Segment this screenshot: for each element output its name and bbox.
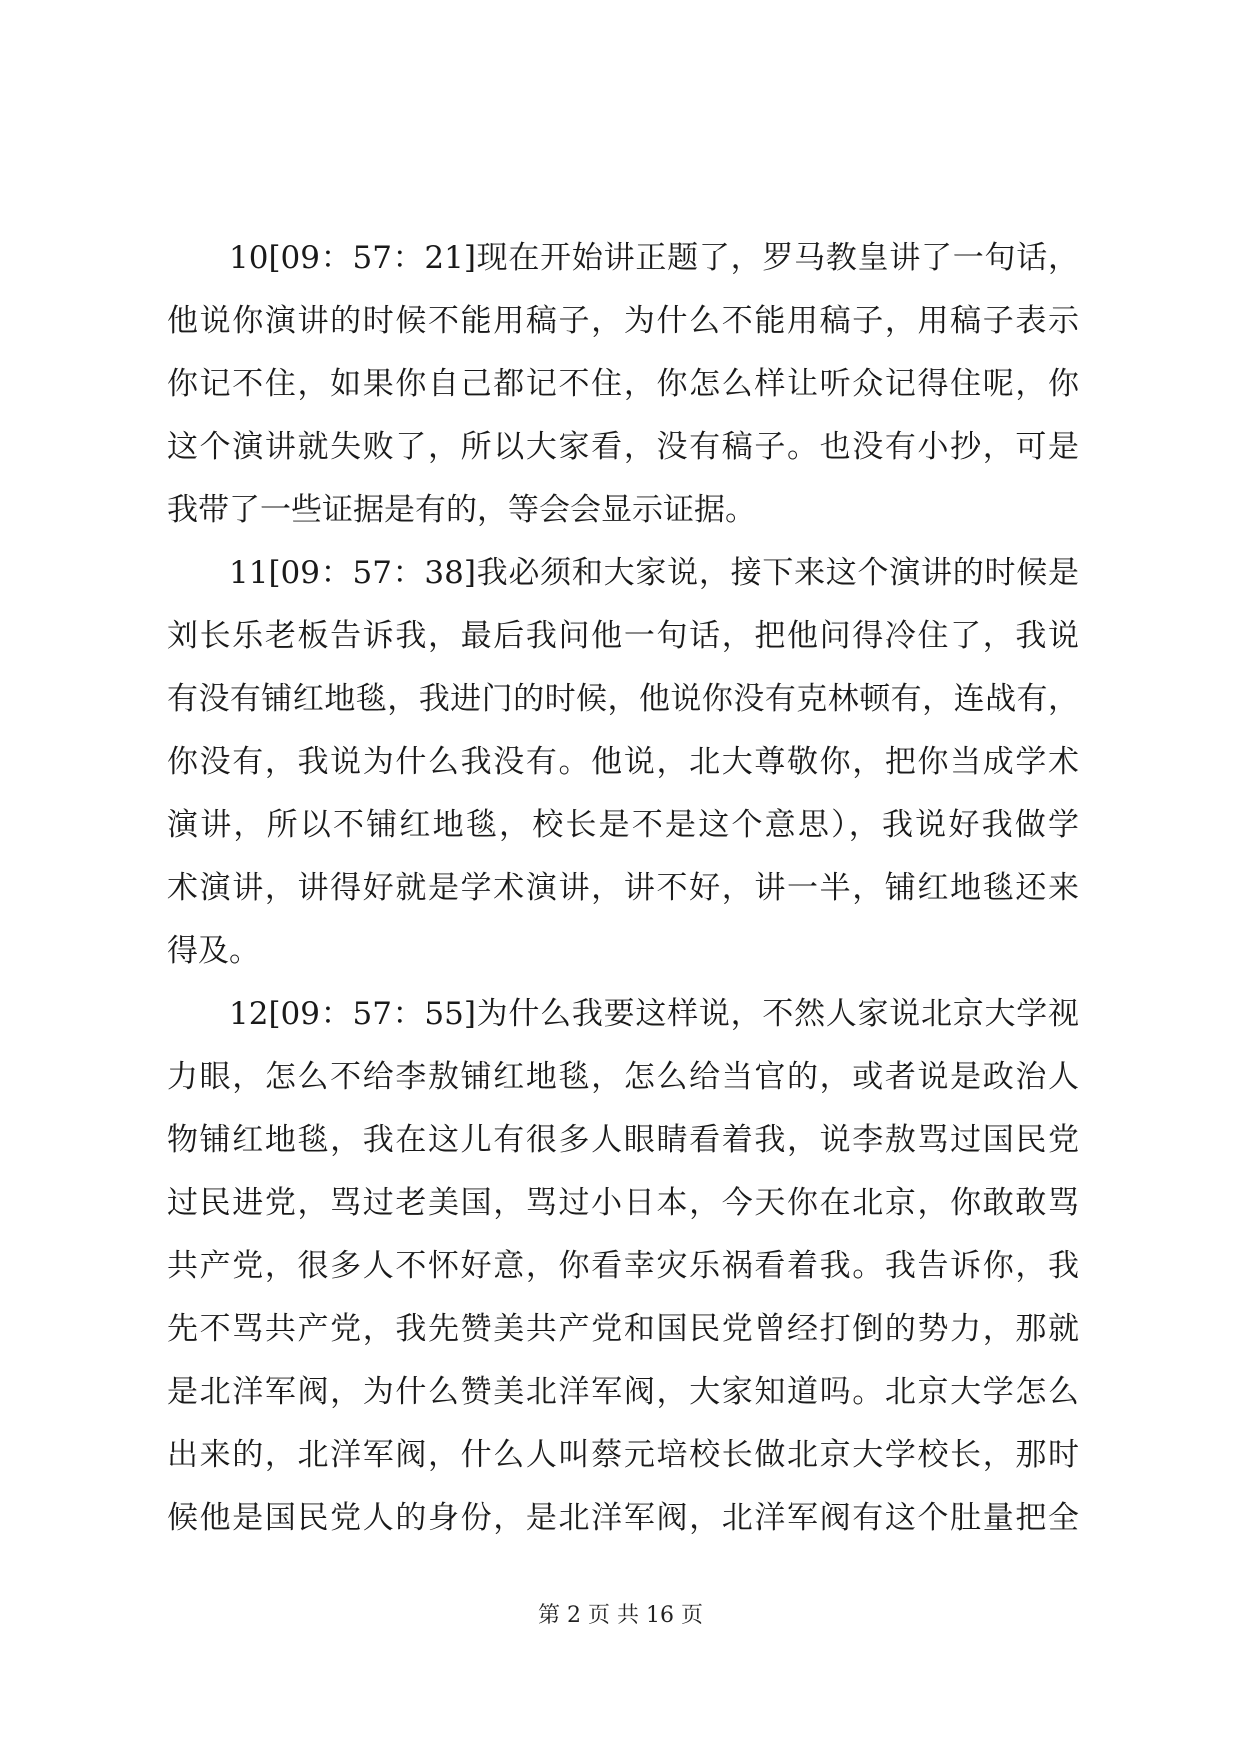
paragraph-2 (167, 542, 1079, 983)
text-line: 先不骂共产党，我先赞美共产党和国民党曾经打倒的势力，那就 (167, 1311, 1079, 1347)
text-line: 出来的，北洋军阀，什么人叫蔡元培校长做北京大学校长，那时 (167, 1437, 1079, 1473)
text-line: 力眼，怎么不给李敖铺红地毯，怎么给当官的，或者说是政治人 (167, 1059, 1079, 1095)
text-line: 术演讲，讲得好就是学术演讲，讲不好，讲一半，铺红地毯还来 (167, 870, 1079, 906)
paragraph-1 (167, 227, 1079, 542)
text-line: 他说你演讲的时候不能用稿子，为什么不能用稿子，用稿子表示 (167, 303, 1079, 339)
text-line: 12[09：57：55]为什么我要这样说，不然人家说北京大学视 (229, 996, 1079, 1032)
text-line: 物铺红地毯，我在这儿有很多人眼睛看着我，说李敖骂过国民党 (167, 1122, 1079, 1158)
text-line: 你记不住，如果你自己都记不住，你怎么样让听众记得住呢，你 (167, 366, 1079, 402)
text-line: 有没有铺红地毯，我进门的时候，他说你没有克林顿有，连战有， (167, 681, 1079, 717)
text-line: 这个演讲就失败了，所以大家看，没有稿子。也没有小抄，可是 (167, 429, 1079, 465)
text-line: 演讲，所以不铺红地毯，校长是不是这个意思），我说好我做学 (167, 807, 1079, 843)
text-line: 得及。 (167, 933, 260, 969)
page-number-footer: 第 2 页 共 16 页 (538, 1603, 703, 1628)
document-body (167, 227, 1079, 1550)
text-line: 11[09：57：38]我必须和大家说，接下来这个演讲的时候是 (229, 555, 1079, 591)
text-line: 过民进党，骂过老美国，骂过小日本，今天你在北京，你敢敢骂 (167, 1185, 1079, 1221)
text-line: 我带了一些证据是有的，等会会显示证据。 (167, 492, 756, 528)
text-line: 刘长乐老板告诉我，最后我问他一句话，把他问得冷住了，我说 (167, 618, 1079, 654)
text-line: 共产党，很多人不怀好意，你看幸灾乐祸看着我。我告诉你，我 (167, 1248, 1079, 1284)
text-line: 10[09：57：21]现在开始讲正题了，罗马教皇讲了一句话， (229, 240, 1079, 276)
text-line: 候他是国民党人的身份，是北洋军阀，北洋军阀有这个肚量把全 (167, 1500, 1079, 1536)
text-line: 你没有，我说为什么我没有。他说，北大尊敬你，把你当成学术 (167, 744, 1079, 780)
paragraph-3 (167, 983, 1079, 1550)
text-line: 是北洋军阀，为什么赞美北洋军阀，大家知道吗。北京大学怎么 (167, 1374, 1079, 1410)
